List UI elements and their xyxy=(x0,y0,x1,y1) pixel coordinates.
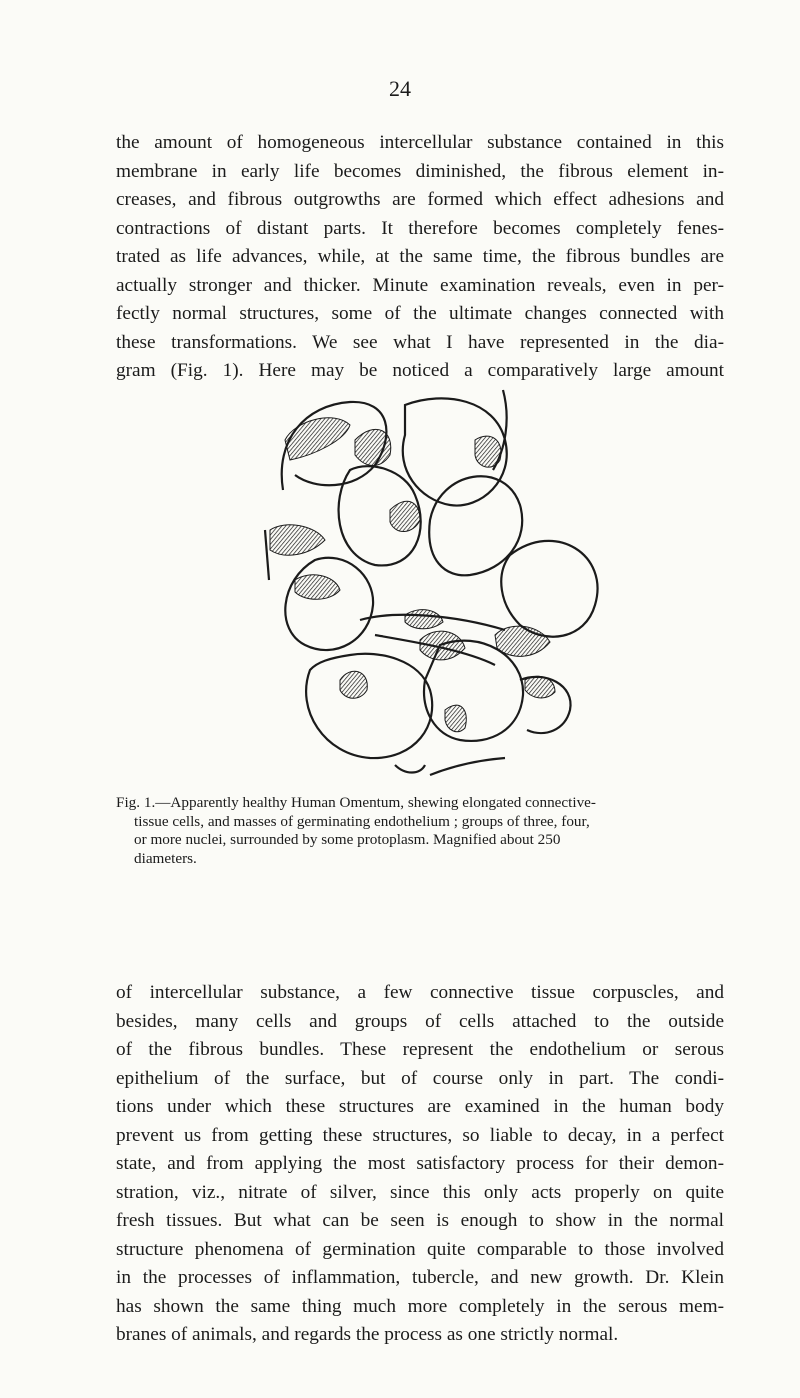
cell-cluster xyxy=(295,575,340,599)
caption-line: diameters. xyxy=(134,849,197,867)
figure-caption xyxy=(116,794,724,868)
fiber-loop xyxy=(429,476,522,575)
cell-cluster xyxy=(285,418,350,460)
text-line: in the processes of inflammation, tubercle, and new growth. Dr. Klein xyxy=(116,1267,724,1288)
fiber-loop xyxy=(285,558,373,650)
text-line: membrane in early life becomes diminished, the fibrous element in- xyxy=(116,160,724,182)
fiber-strand xyxy=(395,765,425,773)
text-line: has shown the same thing much more completely in the serous mem- xyxy=(116,1295,724,1317)
omentum-drawing xyxy=(255,380,615,790)
text-line: prevent us from getting these structures, so liable to decay, in a perfect xyxy=(116,1124,724,1146)
fiber-loop xyxy=(306,654,432,758)
page-number: 24 xyxy=(389,76,411,101)
cell-cluster xyxy=(495,626,550,656)
text-line: stration, viz., nitrate of silver, since this only acts properly on quite xyxy=(116,1181,724,1203)
text-line: fectly normal structures, some of the ultimate changes connected with xyxy=(116,303,724,324)
text-line: state, and from applying the most satisfactory process for their demon- xyxy=(116,1153,724,1174)
fiber-loop xyxy=(501,541,597,637)
cell-cluster xyxy=(390,501,420,531)
text-line: tions under which these structures are examined in the human body xyxy=(116,1096,724,1117)
text-line: epithelium of the surface, but of course only in part. The condi- xyxy=(116,1067,724,1089)
caption-line: or more nuclei, surrounded by some protoplasm. Magnified about 250 xyxy=(134,831,561,848)
text-line: gram (Fig. 1). Here may be noticed a comparatively large amount xyxy=(116,360,724,381)
text-line: besides, many cells and groups of cells attached to the outside xyxy=(116,1010,724,1032)
text-line: of intercellular substance, a few connective tissue corpuscles, and xyxy=(116,982,724,1003)
paragraph-bottom xyxy=(116,979,724,1350)
cell-cluster xyxy=(475,436,501,467)
paragraph-top xyxy=(116,129,724,386)
cell-cluster xyxy=(355,429,391,465)
text-line: branes of animals, and regards the process as one strictly normal. xyxy=(116,1324,619,1345)
caption-line: tissue cells, and masses of germinating endothelium ; groups of three, four, xyxy=(134,812,590,830)
fiber-strand xyxy=(265,530,269,580)
cell-cluster xyxy=(340,671,367,698)
caption-line: Fig. 1.—Apparently healthy Human Omentum, shewing elongated connective- xyxy=(116,794,596,811)
cell-cluster xyxy=(445,705,466,732)
text-line: of the fibrous bundles. These represent the endothelium or serous xyxy=(116,1039,724,1060)
text-line: contractions of distant parts. It therefore becomes completely fenes- xyxy=(116,217,724,239)
cell-cluster xyxy=(420,631,465,660)
fiber-strand xyxy=(430,758,505,775)
cell-cluster xyxy=(270,525,325,555)
text-line: structure phenomena of germination quite comparable to those involved xyxy=(116,1238,724,1260)
text-line: the amount of homogeneous intercellular substance contained in this xyxy=(116,132,724,153)
text-line: creases, and fibrous outgrowths are formed which effect adhesions and xyxy=(116,189,724,210)
omentum-illustration xyxy=(255,380,615,790)
text-line: actually stronger and thicker. Minute examination reveals, even in per- xyxy=(116,274,724,296)
text-line: these transformations. We see what I have represented in the dia- xyxy=(116,331,724,353)
cell-cluster xyxy=(405,610,443,629)
text-line: trated as life advances, while, at the same time, the fibrous bundles are xyxy=(116,246,724,267)
text-line: fresh tissues. But what can be seen is enough to show in the normal xyxy=(116,1210,724,1231)
